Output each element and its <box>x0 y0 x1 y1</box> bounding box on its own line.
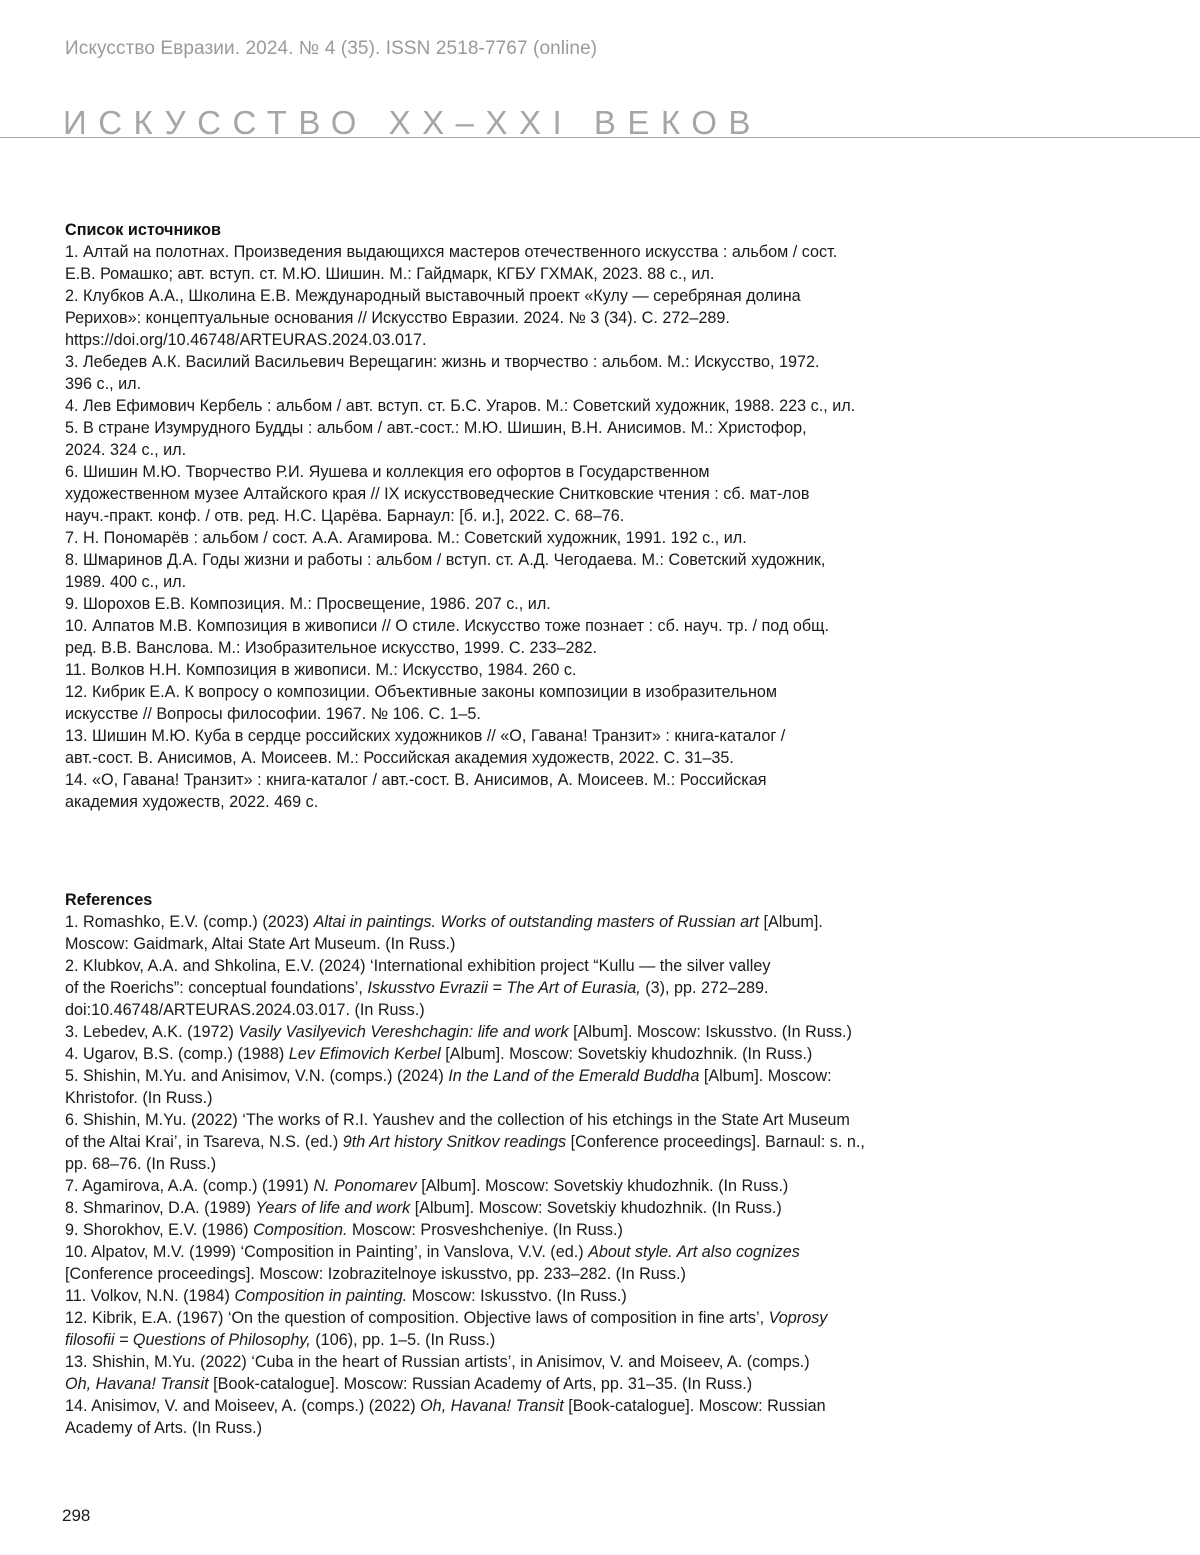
reference-entry <box>65 725 965 769</box>
reference-title-italic: Oh, Havana! Transit <box>65 1375 209 1393</box>
reference-text: 8. Шмаринов Д.А. Годы жизни и работы : альбом / вступ. ст. А.Д. Чегодаева. М.: Советский художник, <box>65 551 826 569</box>
reference-entry <box>65 417 965 461</box>
journal-citation-line: Искусство Евразии. 2024. № 4 (35). ISSN 2518-7767 (online) <box>65 38 598 59</box>
reference-title-italic: Altai in paintings. Works of outstanding masters of Russian art <box>313 913 759 931</box>
reference-text: 14. «О, Гавана! Транзит» : книга-каталог / авт.-сост. В. Анисимов, А. Моисеев. М.: Российская <box>65 771 767 789</box>
reference-entry <box>65 955 965 1021</box>
reference-entry <box>65 659 965 681</box>
reference-text: 14. Anisimov, V. and Moiseev, A. (comps.) (2022) <box>65 1397 421 1415</box>
reference-text: 4. Лев Ефимович Кербель : альбом / авт. вступ. ст. Б.С. Угаров. М.: Советский художник, 1988. 223 с., ил. <box>65 397 856 415</box>
section-title: ИСКУССТВО XX–XXI ВЕКОВ <box>63 104 762 142</box>
reference-text: 10. Алпатов М.В. Композиция в живописи // О стиле. Искусство тоже познает : сб. науч. тр. / под общ. <box>65 617 829 635</box>
reference-title-italic: Years of life and work <box>255 1199 411 1217</box>
reference-entry <box>65 1285 965 1307</box>
references-heading: References <box>65 891 153 909</box>
reference-title-italic: In the Land of the Emerald Buddha <box>448 1067 700 1085</box>
reference-text: 3. Лебедев А.К. Василий Васильевич Верещагин: жизнь и творчество : альбом. М.: Искусство, 1972. <box>65 353 820 371</box>
reference-entry <box>65 241 965 285</box>
references-list-en <box>65 889 965 1439</box>
reference-entry <box>65 285 965 351</box>
reference-entry <box>65 351 965 395</box>
reference-text: 12. Кибрик Е.А. К вопросу о композиции. Объективные законы композиции в изобразительном <box>65 683 778 701</box>
reference-text: 5. Shishin, M.Yu. and Anisimov, V.N. (comps.) (2024) <box>65 1067 449 1085</box>
reference-entry <box>65 1307 965 1351</box>
reference-text: [Album]. Moscow: Sovetskiy khudozhnik. (In Russ.) <box>410 1199 782 1217</box>
reference-text: [Album]. Moscow: Iskusstvo. (In Russ.) <box>568 1023 852 1041</box>
reference-entry <box>65 1109 965 1175</box>
reference-entry <box>65 1043 965 1065</box>
reference-text: (3), pp. 272–289. <box>640 979 769 997</box>
reference-text: of the Roerichs”: conceptual foundations’, <box>65 979 368 997</box>
references-entries <box>65 911 965 1439</box>
reference-entry <box>65 1021 965 1043</box>
reference-text: of the Altai Krai’, in Tsareva, N.S. (ed.) <box>65 1133 343 1151</box>
reference-title-italic: N. Ponomarev <box>313 1177 417 1195</box>
reference-text: 12. Kibrik, E.A. (1967) ‘On the question of composition. Objective laws of composition in fine arts’, <box>65 1309 769 1327</box>
reference-text: [Conference proceedings]. Barnaul: s. n., <box>566 1133 865 1151</box>
reference-text: 8. Shmarinov, D.A. (1989) <box>65 1199 256 1217</box>
reference-text: Moscow: Iskusstvo. (In Russ.) <box>407 1287 627 1305</box>
reference-title-italic: Lev Efimovich Kerbel <box>288 1045 441 1063</box>
reference-title-italic: Iskusstvo Evrazii = The Art of Eurasia, <box>367 979 641 997</box>
reference-text: Moscow: Prosveshcheniye. (In Russ.) <box>347 1221 623 1239</box>
reference-entry <box>65 1175 965 1197</box>
reference-title-italic: 9th Art history Snitkov readings <box>342 1133 567 1151</box>
reference-text: 5. В стране Изумрудного Будды : альбом / авт.-сост.: М.Ю. Шишин, В.Н. Анисимов. М.: Христофор, <box>65 419 807 437</box>
reference-entry <box>65 1065 965 1109</box>
reference-title-italic: Voprosy <box>768 1309 828 1327</box>
reference-text: 6. Шишин М.Ю. Творчество Р.И. Яушева и коллекция его офортов в Государственном <box>65 463 710 481</box>
reference-text: 11. Volkov, N.N. (1984) <box>65 1287 235 1305</box>
reference-text: 2. Клубков А.А., Школина Е.В. Международный выставочный проект «Кулу — серебряная долина <box>65 287 801 305</box>
reference-title-italic: Composition. <box>253 1221 348 1239</box>
reference-text: [Album]. <box>759 913 823 931</box>
reference-text: Рерихов»: концептуальные основания // Искусство Евразии. 2024. № 3 (34). С. 272–289. <box>65 309 730 327</box>
reference-text: науч.-практ. конф. / отв. ред. Н.С. Царёва. Барнаул: [б. и.], 2022. С. 68–76. <box>65 507 625 525</box>
reference-text: 3. Lebedev, A.K. (1972) <box>65 1023 239 1041</box>
reference-text: искусстве // Вопросы философии. 1967. № 106. С. 1–5. <box>65 705 481 723</box>
reference-title-italic: About style. Art also cognizes <box>588 1243 800 1261</box>
reference-entry <box>65 1395 965 1439</box>
reference-text: академия художеств, 2022. 469 с. <box>65 793 319 811</box>
reference-text: авт.-сост. В. Анисимов, А. Моисеев. М.: Российская академия художеств, 2022. С. 31–35. <box>65 749 734 767</box>
reference-text: [Book-catalogue]. Moscow: Russian Academy of Arts, pp. 31–35. (In Russ.) <box>208 1375 753 1393</box>
reference-text: 11. Волков Н.Н. Композиция в живописи. М.: Искусство, 1984. 260 с. <box>65 661 577 679</box>
reference-entry <box>65 1197 965 1219</box>
reference-text: pp. 68–76. (In Russ.) <box>65 1155 217 1173</box>
reference-text: 2. Klubkov, A.A. and Shkolina, E.V. (2024) ‘International exhibition project “Kullu — the silver valley <box>65 957 771 975</box>
reference-text: [Album]. Moscow: Sovetskiy khudozhnik. (In Russ.) <box>416 1177 789 1195</box>
reference-entry <box>65 911 965 955</box>
reference-text: [Album]. Moscow: <box>699 1067 832 1085</box>
reference-title-italic: Composition in painting. <box>234 1287 408 1305</box>
reference-title-italic: Oh, Havana! Transit <box>420 1397 564 1415</box>
reference-text: 4. Ugarov, B.S. (comp.) (1988) <box>65 1045 289 1063</box>
reference-text: doi:10.46748/ARTEURAS.2024.03.017. (In Russ.) <box>65 1001 425 1019</box>
reference-text: 7. Н. Пономарёв : альбом / сост. А.А. Агамирова. М.: Советский художник, 1991. 192 с., ил. <box>65 529 747 547</box>
reference-text: Khristofor. (In Russ.) <box>65 1089 213 1107</box>
reference-title-italic: Vasily Vasilyevich Vereshchagin: life and work <box>238 1023 569 1041</box>
reference-text: 13. Шишин М.Ю. Куба в сердце российских художников // «О, Гавана! Транзит» : книга-каталог / <box>65 727 786 745</box>
reference-text: 7. Agamirova, A.A. (comp.) (1991) <box>65 1177 314 1195</box>
reference-text: 9. Шорохов Е.В. Композиция. М.: Просвещение, 1986. 207 с., ил. <box>65 595 551 613</box>
sources-heading: Список источников <box>65 221 221 239</box>
reference-entry <box>65 1219 965 1241</box>
reference-entry <box>65 615 965 659</box>
reference-entry <box>65 681 965 725</box>
reference-text: 1. Алтай на полотнах. Произведения выдающихся мастеров отечественного искусства : альбом / сост. <box>65 243 838 261</box>
reference-text: 2024. 324 с., ил. <box>65 441 187 459</box>
reference-text: 9. Shorokhov, E.V. (1986) <box>65 1221 254 1239</box>
reference-entry <box>65 461 965 527</box>
reference-text: Е.В. Ромашко; авт. вступ. ст. М.Ю. Шишин. М.: Гайдмарк, КГБУ ГХМАК, 2023. 88 с., ил. <box>65 265 715 283</box>
reference-text: (106), pp. 1–5. (In Russ.) <box>310 1331 496 1349</box>
sources-entries <box>65 241 965 813</box>
reference-text: 6. Shishin, M.Yu. (2022) ‘The works of R.I. Yaushev and the collection of his etchings in the State Art Museum <box>65 1111 850 1129</box>
reference-entry <box>65 549 965 593</box>
reference-text: 10. Alpatov, M.V. (1999) ‘Composition in Painting’, in Vanslova, V.V. (ed.) <box>65 1243 589 1261</box>
reference-entry <box>65 1241 965 1285</box>
reference-title-italic: filosofii = Questions of Philosophy, <box>65 1331 311 1349</box>
reference-text: художественном музее Алтайского края // IX искусствоведческие Снитковские чтения : сб. мат-лов <box>65 485 810 503</box>
page-number: 298 <box>62 1506 91 1525</box>
reference-text: 1989. 400 с., ил. <box>65 573 187 591</box>
reference-text: Academy of Arts. (In Russ.) <box>65 1419 263 1437</box>
reference-entry <box>65 1351 965 1395</box>
reference-text: Moscow: Gaidmark, Altai State Art Museum. (In Russ.) <box>65 935 456 953</box>
sources-list-ru <box>65 219 965 813</box>
reference-text: [Album]. Moscow: Sovetskiy khudozhnik. (In Russ.) <box>440 1045 813 1063</box>
reference-entry <box>65 593 965 615</box>
reference-text: 13. Shishin, M.Yu. (2022) ‘Cuba in the heart of Russian artists’, in Anisimov, V. and Moiseev, A. (comps.) <box>65 1353 810 1371</box>
reference-entry <box>65 395 965 417</box>
reference-text: ред. В.В. Ванслова. М.: Изобразительное искусство, 1999. С. 233–282. <box>65 639 598 657</box>
reference-text: https://doi.org/10.46748/ARTEURAS.2024.03.017. <box>65 331 427 349</box>
reference-text: [Book-catalogue]. Moscow: Russian <box>563 1397 826 1415</box>
reference-text: 396 с., ил. <box>65 375 142 393</box>
reference-text: 1. Romashko, E.V. (comp.) (2023) <box>65 913 314 931</box>
reference-entry <box>65 527 965 549</box>
reference-text: [Conference proceedings]. Moscow: Izobrazitelnoye iskusstvo, pp. 233–282. (In Russ.) <box>65 1265 686 1283</box>
header-divider <box>0 137 1200 138</box>
reference-entry <box>65 769 965 813</box>
